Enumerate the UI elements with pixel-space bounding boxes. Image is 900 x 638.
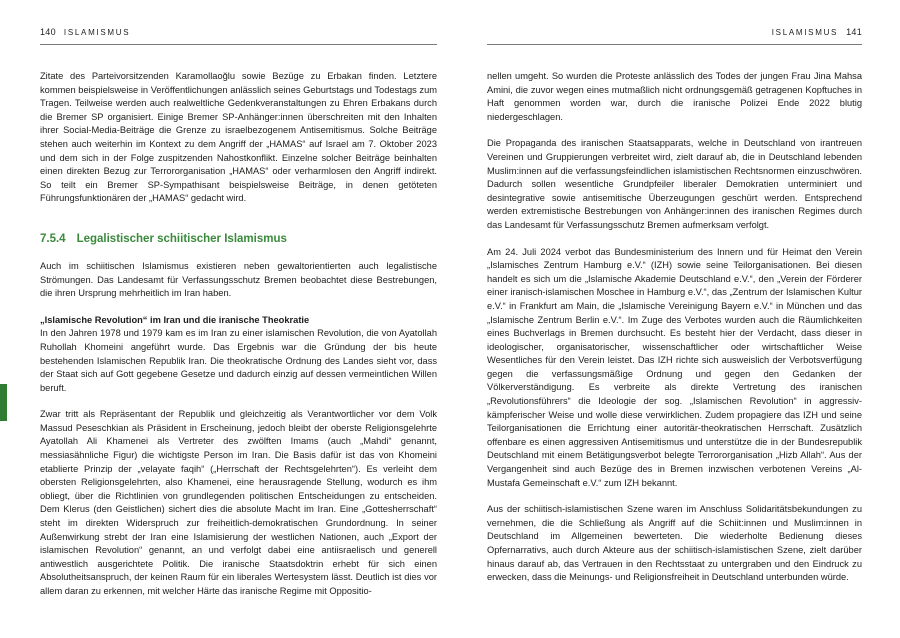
page-header-left: [40, 0, 437, 45]
page-body: [487, 70, 862, 585]
running-head: ISLAMISMUS: [63, 28, 131, 37]
body-paragraph: In den Jahren 1978 und 1979 kam es im Iran zu einer islamischen Revolution, die von Ayatollah Ruhollah Khomeini angeführt wurde. Das Ergebnis war die Gründung der bis heute bestehenden Islamischen Republik Iran. Die theokratische Ordnung des Landes sieht vor, dass der Staat sich auf Gott gegebene Gesetze und dadurch einzig auf dessen vermeintlichen Willen beruft.: [40, 328, 437, 393]
subsection-heading: „Islamische Revolution“ im Iran und die iranische Theokratie: [40, 314, 310, 325]
section-title: Legalistischer schiitischer Islamismus: [76, 232, 287, 245]
body-paragraph: Auch im schiitischen Islamismus existieren neben gewaltorientierten auch legalistische Strömungen. Das Landesamt für Verfassungsschutz Bremen beobachtet diese Bestrebungen, die ihren Ursprung mehrheitlich im Iran haben.: [40, 260, 437, 299]
page-number: 140: [40, 27, 56, 37]
running-head: ISLAMISMUS: [771, 28, 839, 37]
page-141: [487, 0, 862, 638]
body-paragraph: Am 24. Juli 2024 verbot das Bundesministerium des Innern und für Heimat den Verein „Islamisches Zentrum Hamburg e.V.“ (IZH) sowie seine Teilorganisationen. Bei diesen handelt es sich um die „Islamische Akademie Deutschland e.V.“, den „Verein der Förderer einer iranisch-islamischen Moschee in Hamburg e.V.“, das „Zentrum der Islamischen Kultur e.V.“ in Frankfurt am Main, die „Islamische Vereinigung Bayern e.V.“ in München und das „Islamische Zentrum Berlin e.V.“. Im Zuge des Verbotes wurden auch die Räumlichkeiten eines Buchverlags in Bremen durchsucht. Es besteht hier der Verdacht, dass dieser in ideologischer, organisatorischer, wissenschaftlicher oder wirtschaftlicher Weise Wesentliches für den Verein leistet. Das IZH richte sich ausweislich der Verbotsverfügung gegen die verfassungsmäßige Ordnung und gegen den Gedanken der Völkerverständigung. Es verbreite als direkte Vertretung des iranischen „Revolutionsführers“ die Ideologie der sog. „Islamischen Revolution“ in aggressiv-kämpferischer Weise und wolle diese verwirklichen. Zudem propagiere das IZH und seine Teilorganisationen die Errichtung einer autoritär-theokratischen Herrschaft. Zusätzlich offenbare es einen aggressiven Antisemitismus und unterstütze die in der Bundesrepublik Deutschland mit einem Betätigungsverbot belegte Terrororganisation „Hizb Allah“. Aus der Vergangenheit sind auch Bezüge des in Bremen inzwischen verbotenen Vereins „Al-Mustafa Gemeinschaft e.V.“ zum IZH bekannt.: [487, 246, 862, 488]
section-heading: [40, 232, 437, 246]
body-paragraph: Zwar tritt als Repräsentant der Republik und gleichzeitig als Verantwortlicher vor dem Volk Massud Peseschkian als Präsident in Erscheinung, jedoch bleibt der oberste Religionsgelehrte Ayatollah Ali Khamenei als Vertreter des zwölften Imams (auch „Mahdi“ genannt, messiasähnliche Figur) die wichtigste Person im Iran. Die Basis dafür ist das von Khomeini etablierte Prinzip der „velayate faqih“ („Herrschaft der Rechtsgelehrten“). Es verleiht dem obersten Religionsgelehrten, also Khamenei, eine herausragende Stellung, wodurch es ihm obliegt, über die Richtlinien von grundlegenden politischen Entscheidungen zu entscheiden. Dem Klerus (den Geistlichen) sichert dies die absolute Macht im Iran. Eine „Gottesherrschaft“ steht im direkten Widerspruch zur freiheitlich-demokratischen Grundordnung. In seiner Außenwirkung strebt der Iran eine Islamisierung der westlichen Nationen, auch „Export der islamischen Revolution“ genannt, an und verfolgt dabei eine antiisraelisch und generell antiwestlich ausgerichtete Politik. Die iranische Staatsdoktrin erhebt für sich einen Absolutheitsanspruch, der keinen Raum für ein liberales Wertesystem lässt. Deutlich ist dies vor allem daran zu erkennen, mit welcher Härte das iranische Regime mit Oppositio-: [40, 409, 437, 596]
page-number: 141: [846, 27, 862, 37]
page-header-right: [487, 0, 862, 45]
page-body: [40, 70, 437, 599]
chapter-edge-marker: [0, 384, 7, 421]
body-paragraph: nellen umgeht. So wurden die Proteste anlässlich des Todes der jungen Frau Jina Mahsa Amini, die zuvor wegen eines mutmaßlich nicht ordnungsgemäß getragenen Kopftuches in Haft genommen worden war, durch die iranische Polizei Ende 2022 blutig niedergeschlagen.: [487, 71, 862, 122]
body-paragraph: Aus der schiitisch-islamistischen Szene waren im Anschluss Solidaritätsbekundungen zu vernehmen, die die Schließung als Angriff auf die Schiit:innen und Muslim:innen in Deutschland im Allgemeinen bewerteten. Die wiederholte Bedienung dieses Opfernarrativs, auch durch Akteure aus der schiitisch-islamistischen Szene, zielt darüber hinaus darauf ab, das Vertrauen in den Rechtsstaat zu untergraben und den Eindruck zu erwecken, dass die Meinungs- und Religionsfreiheit in Deutschland unterbunden würde.: [487, 504, 862, 583]
body-paragraph: Zitate des Parteivorsitzenden Karamollaoğlu sowie Bezüge zu Erbakan finden. Letztere kommen beispielsweise in Veröffentlichungen anlässlich seines Geburtstags und Todestags zum Tragen. Teilweise werden auch realweltliche Gedenkveranstaltungen zu Ehren Erbakans durch die Bremer SP organisiert. Einige Bremer SP-Anhänger:innen überschreiten mit den Inhalten ihrer Social-Media-Beiträge die Grenze zu israelbezogenem Antisemitismus. Solche Beiträge stehen auch weiterhin im Kontext zu dem Angriff der „HAMAS“ auf Israel am 7. Oktober 2023 und dem sich in der Folge zuspitzenden Nahostkonflikt. Einzelne solcher Beiträge beinhalten einen direkten Bezug zur Terrororganisation „HAMAS“ oder verharmlosen den Angriff indirekt. So teilt ein Bremer SP-Sympathisant beispielsweise Beiträge, in denen getöteten Führungsfunktionären der „HAMAS“ gedacht wird.: [40, 71, 437, 204]
page-140: [40, 0, 437, 638]
section-number: 7.5.4: [40, 232, 66, 245]
body-paragraph: Die Propaganda des iranischen Staatsapparats, welche in Deutschland von irantreuen Vereinen und Gruppierungen verbreitet wird, zielt darauf ab, die in Deutschland lebenden Muslim:innen auf die verfassungsfeindlichen islamistischen Rechtsnormen einzuschwören. Dadurch sollen wesentliche Grundpfeiler liberaler Demokratien unterminiert und desintegrative sowie antisemitische Überzeugungen geschürt werden. Entsprechend werden extremistische Bestrebungen von Anhänger:innen des iranischen Regimes durch das Landesamt für Verfassungsschutz Bremen aufmerksam verfolgt.: [487, 138, 862, 230]
